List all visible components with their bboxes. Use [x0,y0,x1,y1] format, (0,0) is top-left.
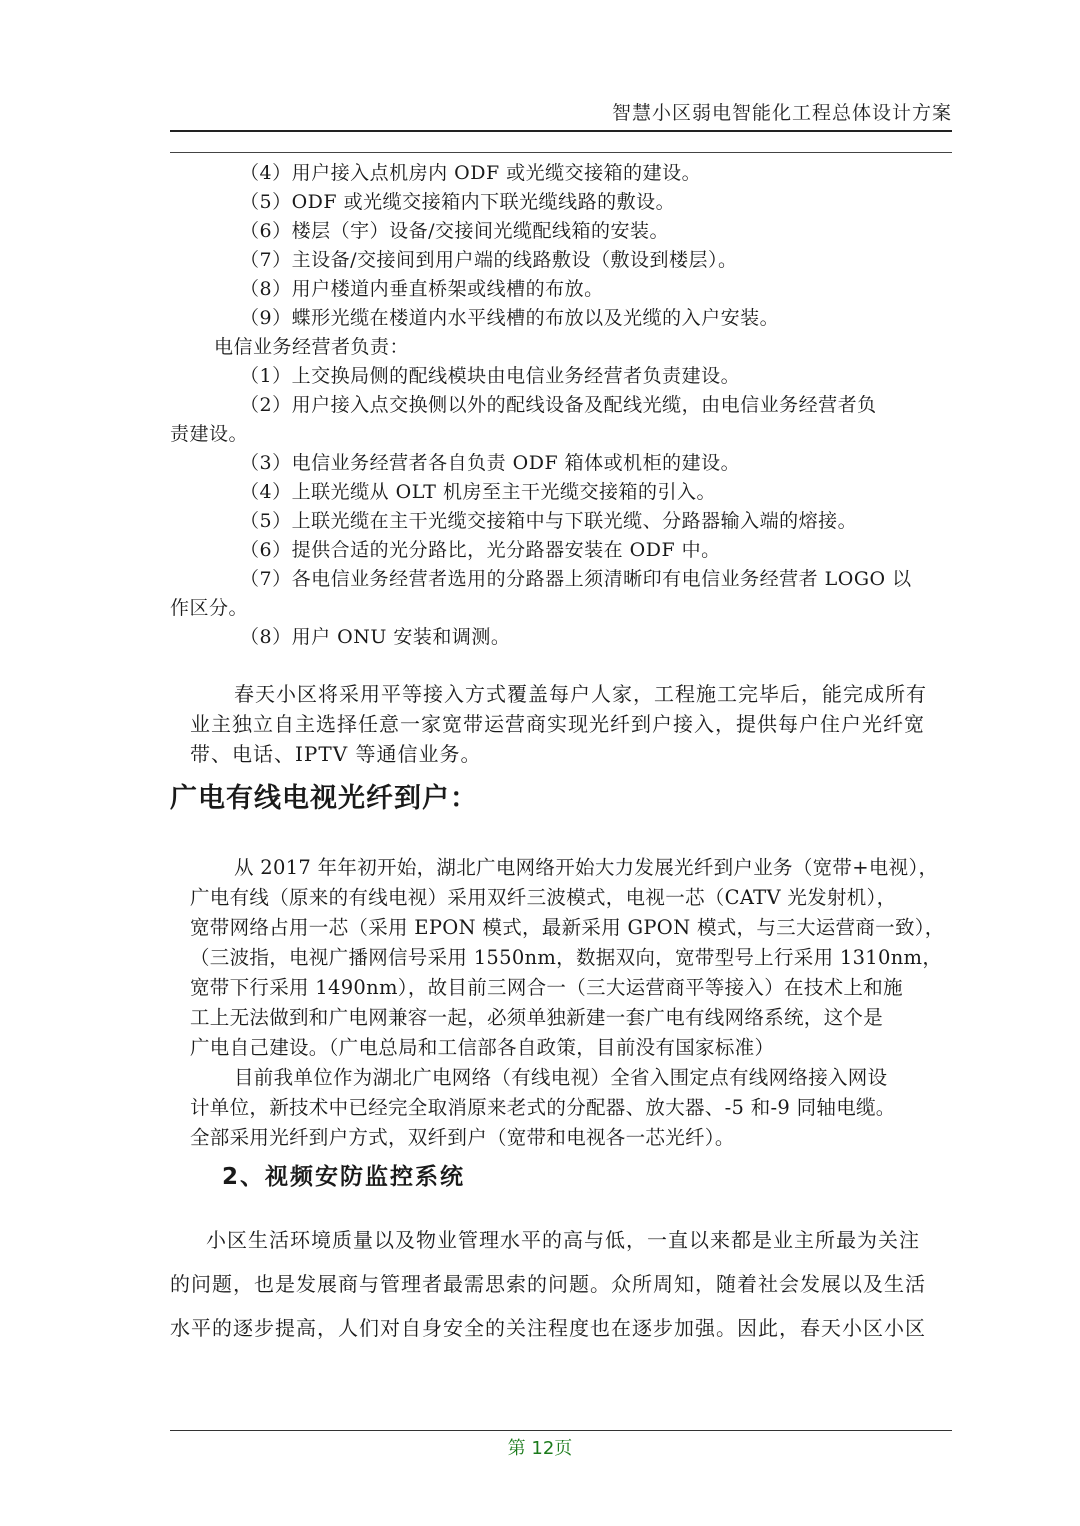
paragraph-line: 目前我单位作为湖北广电网络（有线电视）全省入围定点有线网络接入网设 [234,1066,888,1089]
list-item: （3）电信业务经营者各自负责 ODF 箱体或机柜的建设。 [240,452,741,474]
paragraph-line: 工上无法做到和广电网兼容一起，必须单独新建一套广电有线网络系统，这个是 [190,1006,884,1029]
list-item: （8）用户楼道内垂直桥架或线槽的布放。 [240,278,604,300]
paragraph-line: 广电自己建设。（广电总局和工信部各自政策，目前没有国家标准） [190,1036,775,1059]
list-item-continuation: 责建设。 [170,423,249,445]
header-rule-thin [170,152,952,153]
section-heading-cable-tv: 广电有线电视光纤到户： [170,783,478,814]
paragraph-line: 宽带下行采用 1490nm），故目前三网合一（三大运营商平等接入）在技术上和施 [190,976,903,999]
paragraph-line: 全部采用光纤到户方式，双纤到户（宽带和电视各一芯光纤）。 [190,1126,735,1149]
footer-rule [170,1430,952,1431]
list-item: （8）用户 ONU 安装和调测。 [240,626,511,648]
paragraph-line: 业主独立自主选择任意一家宽带运营商实现光纤到户接入，提供每户住户光纤宽 [190,712,925,736]
list-item: （7）各电信业务经营者选用的分路器上须清晰印有电信业务经营者 LOGO 以 [240,568,912,590]
paragraph-line: 从 2017 年年初开始，湖北广电网络开始大力发展光纤到户业务（宽带+电视）， [234,856,939,879]
page-number: 第 12页 [507,1438,573,1459]
paragraph-line: 水平的逐步提高，人们对自身安全的关注程度也在逐步加强。因此，春天小区小区 [170,1316,926,1340]
list-item: （6）楼层（宇）设备/交接间光缆配线箱的安装。 [240,220,669,242]
header-title: 智慧小区弱电智能化工程总体设计方案 [611,102,952,124]
paragraph-line: 宽带网络占用一芯（采用 EPON 模式，最新采用 GPON 模式，与三大运营商一致）， [190,916,945,939]
section-heading-video-surveillance: 2、视频安防监控系统 [222,1164,466,1190]
paragraph-line: 计单位，新技术中已经完全取消原来老式的分配器、放大器、-5 和-9 同轴电缆。 [190,1096,896,1119]
list-item: （1）上交换局侧的配线模块由电信业务经营者负责建设。 [240,365,741,387]
paragraph-line: 的问题，也是发展商与管理者最需思索的问题。众所周知，随着社会发展以及生活 [170,1272,926,1296]
telecom-heading: 电信业务经营者负责： [214,336,410,358]
paragraph-line: 广电有线（原来的有线电视）采用双纤三波模式，电视一芯（CATV 光发射机）， [190,886,897,909]
list-item-continuation: 作区分。 [170,597,249,619]
list-item: （7）主设备/交接间到用户端的线路敷设（敷设到楼层）。 [240,249,738,271]
paragraph-line: （三波指，电视广播网信号采用 1550nm，数据双向，宽带型号上行采用 1310nm， [190,946,943,969]
list-item: （4）上联光缆从 OLT 机房至主干光缆交接箱的引入。 [240,481,716,503]
list-item: （6）提供合适的光分路比，光分路器安装在 ODF 中。 [240,539,721,561]
list-item: （2）用户接入点交换侧以外的配线设备及配线光缆，由电信业务经营者负 [240,394,877,416]
list-item: （9）蝶形光缆在楼道内水平线槽的布放以及光缆的入户安装。 [240,307,780,329]
list-item: （5）上联光缆在主干光缆交接箱中与下联光缆、分路器输入端的熔接。 [240,510,858,532]
paragraph-line: 春天小区将采用平等接入方式覆盖每户人家，工程施工完毕后，能完成所有 [234,682,927,706]
paragraph-line: 小区生活环境质量以及物业管理水平的高与低，一直以来都是业主所最为关注 [206,1228,920,1252]
header-rule [170,130,952,132]
paragraph-line: 带、电话、IPTV 等通信业务。 [190,742,482,766]
list-item: （5）ODF 或光缆交接箱内下联光缆线路的敷设。 [240,191,676,213]
list-item: （4）用户接入点机房内 ODF 或光缆交接箱的建设。 [240,162,702,184]
